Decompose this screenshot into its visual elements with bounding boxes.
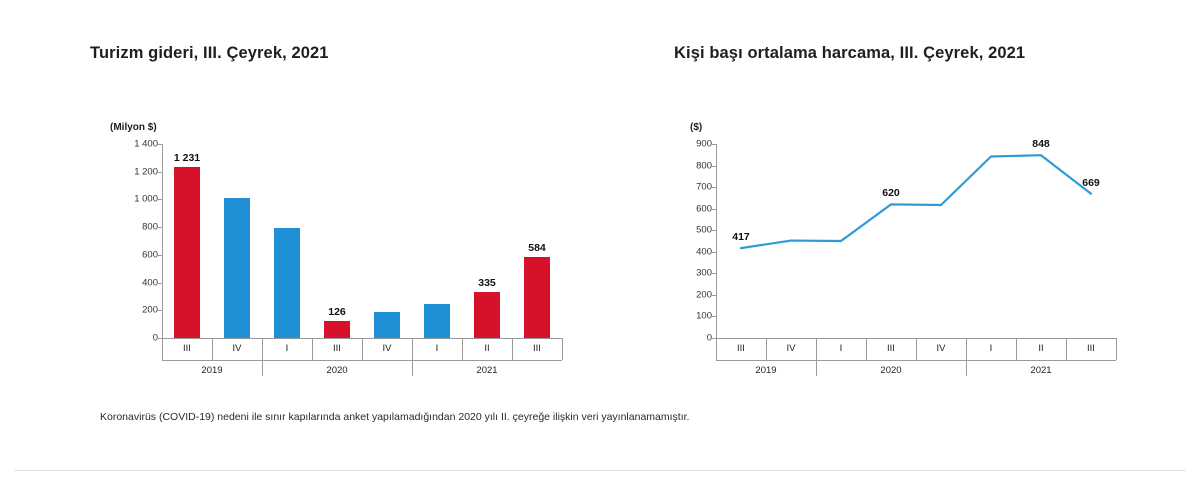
x-axis-cell-divider <box>412 338 413 360</box>
category-row-divider <box>162 360 562 361</box>
page-margin-left <box>0 0 14 494</box>
x-axis-left-edge <box>716 338 717 360</box>
y-axis-tick-label: 800 <box>142 221 158 233</box>
x-axis-year-label: 2021 <box>1030 365 1052 376</box>
x-axis-right-edge <box>1116 338 1117 360</box>
category-row-divider <box>716 360 1116 361</box>
bar <box>274 228 300 338</box>
y-axis-tick-label: 500 <box>696 224 712 236</box>
y-axis-tick-label: 1 400 <box>134 138 158 150</box>
year-group-divider <box>262 360 263 376</box>
x-axis-cell-divider <box>362 338 363 360</box>
x-axis-quarter-label: IV <box>936 343 946 354</box>
y-axis-tick-label: 400 <box>142 277 158 289</box>
bar <box>324 321 350 338</box>
y-axis-tick-mark <box>158 310 162 311</box>
y-axis-tick-label: 600 <box>142 249 158 261</box>
year-group-divider <box>966 360 967 376</box>
y-axis-tick-mark <box>158 144 162 145</box>
chart-footnote: Koronavirüs (COVID-19) nedeni ile sınır kapılarında anket yapılamadığından 2020 yılı II. çeyreğe ilişkin veri yayınlanamamıştır. <box>100 411 690 423</box>
chart-panel-turizm-gideri <box>90 44 610 63</box>
line-chart-right <box>674 138 1184 388</box>
x-axis-left-edge <box>162 338 163 360</box>
bar <box>374 312 400 338</box>
y-axis-tick-label: 0 <box>152 332 158 344</box>
x-axis-cell-divider <box>1016 338 1017 360</box>
x-axis-quarter-label: I <box>435 343 439 354</box>
y-axis-tick-mark <box>158 199 162 200</box>
y-axis-tick-mark <box>158 255 162 256</box>
report-page <box>14 0 1186 494</box>
y-axis-tick-label: 800 <box>696 160 712 172</box>
x-axis-quarter-label: III <box>1087 343 1095 354</box>
bar <box>224 198 250 338</box>
y-axis-tick-mark <box>158 283 162 284</box>
y-axis-tick-label: 900 <box>696 138 712 150</box>
x-axis-quarter-label: III <box>183 343 191 354</box>
x-axis-cell-divider <box>916 338 917 360</box>
x-axis-quarter-label: IV <box>232 343 242 354</box>
y-axis-tick-label: 600 <box>696 203 712 215</box>
x-axis-cell-divider <box>966 338 967 360</box>
y-axis-tick-label: 0 <box>706 332 712 344</box>
bar <box>474 292 500 338</box>
x-axis-right-edge <box>562 338 563 360</box>
x-axis-quarter-label: IV <box>382 343 392 354</box>
x-axis-cell-divider <box>512 338 513 360</box>
x-axis-cell-divider <box>816 338 817 360</box>
line-point-value-label: 620 <box>882 187 900 200</box>
x-axis-quarter-label: IV <box>786 343 796 354</box>
x-axis-quarter-label: III <box>333 343 341 354</box>
x-axis-quarter-label: I <box>989 343 993 354</box>
bar-chart-left <box>90 138 610 388</box>
x-axis-quarter-label: I <box>839 343 843 354</box>
y-axis-tick-label: 400 <box>696 246 712 258</box>
bar-value-label: 584 <box>528 242 546 255</box>
x-axis-cell-divider <box>262 338 263 360</box>
year-group-divider <box>412 360 413 376</box>
x-axis-quarter-label: III <box>533 343 541 354</box>
x-axis-cell-divider <box>766 338 767 360</box>
x-axis-cell-divider <box>212 338 213 360</box>
bar <box>174 167 200 338</box>
x-axis-quarter-label: III <box>737 343 745 354</box>
y-axis-tick-mark <box>158 172 162 173</box>
y-axis-tick-label: 200 <box>142 304 158 316</box>
y-axis-tick-label: 1 000 <box>134 193 158 205</box>
bottom-divider <box>14 470 1200 471</box>
x-axis-year-label: 2020 <box>326 365 348 376</box>
y-axis-tick-label: 700 <box>696 181 712 193</box>
y-axis-tick-label: 200 <box>696 289 712 301</box>
x-axis-quarter-label: I <box>285 343 289 354</box>
chart-title-right: Kişi başı ortalama harcama, III. Çeyrek, 2021 <box>674 44 1026 62</box>
line-point-value-label: 848 <box>1032 138 1050 151</box>
x-axis-year-label: 2019 <box>755 365 777 376</box>
y-axis-left <box>162 144 163 338</box>
bar <box>524 257 550 338</box>
x-axis-cell-divider <box>866 338 867 360</box>
faint-header-text <box>224 0 924 14</box>
x-axis-cell-divider <box>312 338 313 360</box>
y-unit-label-left: (Milyon $) <box>110 122 157 133</box>
y-axis-tick-label: 300 <box>696 267 712 279</box>
year-group-divider <box>816 360 817 376</box>
bar-value-label: 335 <box>478 276 496 289</box>
y-axis-tick-label: 100 <box>696 310 712 322</box>
x-axis-cell-divider <box>462 338 463 360</box>
x-axis-cell-divider <box>1066 338 1067 360</box>
bar-value-label: 126 <box>328 305 346 318</box>
y-unit-label-right: ($) <box>690 122 703 133</box>
x-axis-quarter-label: III <box>887 343 895 354</box>
x-axis-quarter-label: II <box>1038 343 1044 354</box>
page-margin-right <box>1186 0 1200 494</box>
bar-value-label: 1 231 <box>173 152 201 165</box>
line-point-value-label: 669 <box>1082 176 1100 189</box>
line-point-value-label: 417 <box>732 231 750 244</box>
x-axis-year-label: 2020 <box>880 365 902 376</box>
chart-panel-kisi-basi-harcama <box>674 44 1184 63</box>
x-axis-year-label: 2019 <box>201 365 223 376</box>
x-axis-year-label: 2021 <box>476 365 498 376</box>
chart-title-left: Turizm gideri, III. Çeyrek, 2021 <box>90 44 329 62</box>
bar <box>424 304 450 338</box>
y-axis-tick-label: 1 200 <box>134 166 158 178</box>
y-axis-tick-mark <box>158 227 162 228</box>
x-axis-quarter-label: II <box>484 343 490 354</box>
